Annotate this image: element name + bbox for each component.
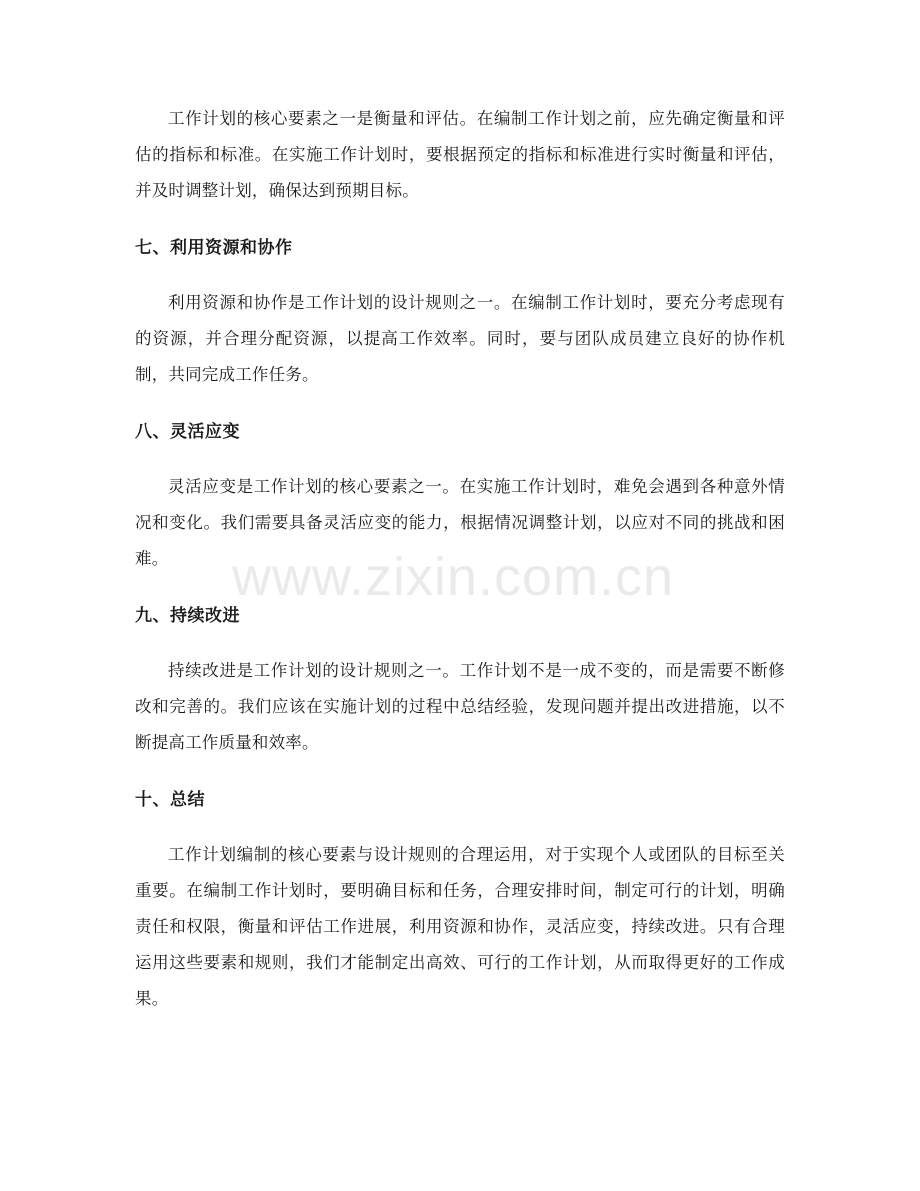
section-body-8: 灵活应变是工作计划的核心要素之一。在实施工作计划时，难免会遇到各种意外情况和变化。我们需要具备灵活应变的能力，根据情况调整计划，以应对不同的挑战和困难。	[135, 477, 785, 568]
intro-paragraph: 工作计划的核心要素之一是衡量和评估。在编制工作计划之前，应先确定衡量和评估的指标和标准。在实施工作计划时，要根据预定的指标和标准进行实时衡量和评估，并及时调整计划，确保达到预期目标。	[135, 109, 785, 200]
section-body-10: 工作计划编制的核心要素与设计规则的合理运用，对于实现个人或团队的目标至关重要。在编制工作计划时，要明确目标和任务，合理安排时间，制定可行的计划，明确责任和权限，衡量和评估工作进展，利用资源和协作，灵活应变，持续改进。只有合理运用这些要素和规则，我们才能制定出高效、可行的工作计划，从而取得更好的工作成果。	[135, 845, 785, 1008]
section-body-7: 利用资源和协作是工作计划的设计规则之一。在编制工作计划时，要充分考虑现有的资源，并合理分配资源，以提高工作效率。同时，要与团队成员建立良好的协作机制，共同完成工作任务。	[135, 293, 785, 384]
section-heading-10: 十、总结	[135, 790, 205, 810]
section-heading-8: 八、灵活应变	[135, 422, 240, 442]
section-heading-7: 七、利用资源和协作	[135, 238, 293, 258]
section-body-9: 持续改进是工作计划的设计规则之一。工作计划不是一成不变的，而是需要不断修改和完善的。我们应该在实施计划的过程中总结经验，发现问题并提出改进措施，以不断提高工作质量和效率。	[135, 661, 785, 752]
section-heading-9: 九、持续改进	[135, 606, 240, 626]
watermark-logo: www.zixin.com.cn	[232, 547, 675, 607]
document-body	[135, 101, 785, 1017]
